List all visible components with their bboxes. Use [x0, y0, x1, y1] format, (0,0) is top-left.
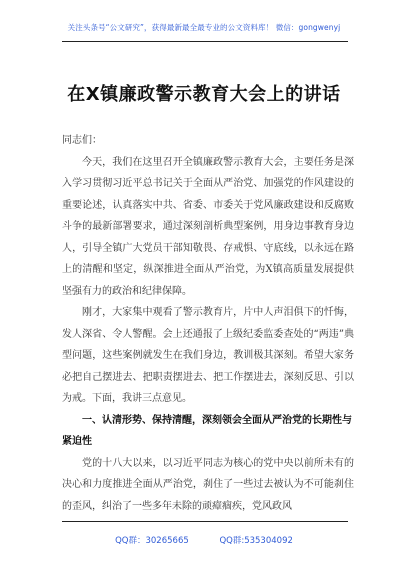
document-title: 在X镇廉政警示教育大会上的讲话 [67, 84, 341, 105]
salutation: 同志们： [62, 135, 102, 146]
footer-contact [0, 534, 408, 546]
footer-divider [62, 521, 348, 522]
paragraph-section-one: 党的十八大以来，以习近平同志为核心的党中央以前所未有的决心和力度推进全面从严治党，刹住了一些过去被认为不可能刹住的歪风，纠治了一些多年未除的顽瘴痼疾，党风政风 [62, 457, 354, 512]
footer-qq-group-1: QQ群：30265665 [115, 536, 189, 546]
header-promo-note: 关注头条号“公文研究”，获得最新最全最专业的公文资料库！ 微信：gongwenyj [67, 23, 341, 32]
document-body [62, 130, 354, 517]
header-divider [62, 41, 348, 42]
section-heading: 一、认清形势、保持清醒，深刻领会全面从严治党的长期性与紧迫性 [62, 414, 352, 447]
footer-qq-group-2: QQ群:535304092 [219, 536, 293, 546]
paragraph-opening: 今天，我们在这里召开全镇廉政警示教育大会，主要任务是深入学习贯彻习近平总书记关于全面从严治党、加强党的作风建设的重要论述，认真落实中共、省委、市委关于党风廉政建设和反腐败斗争的最新部署要求，通过深刻剖析典型案例，用身边事教育身边人，引导全镇广大党员干部知敬畏、存戒惧、守底线，以永远在路上的清醒和坚定，纵深推进全面从严治党，为X镇高质量发展提供坚强有力的政治和纪律保障。 [62, 156, 354, 297]
paragraph-video-review: 刚才，大家集中观看了警示教育片，片中人声泪俱下的忏悔，发人深省、令人警醒。会上还通报了上级纪委监委查处的“两违”典型问题，这些案例就发生在我们身边，教训极其深刻。希望大家务必把自己摆进去、把职责摆进去、把工作摆进去，深刻反思、引以为戒。下面，我讲三点意见。 [62, 307, 354, 404]
